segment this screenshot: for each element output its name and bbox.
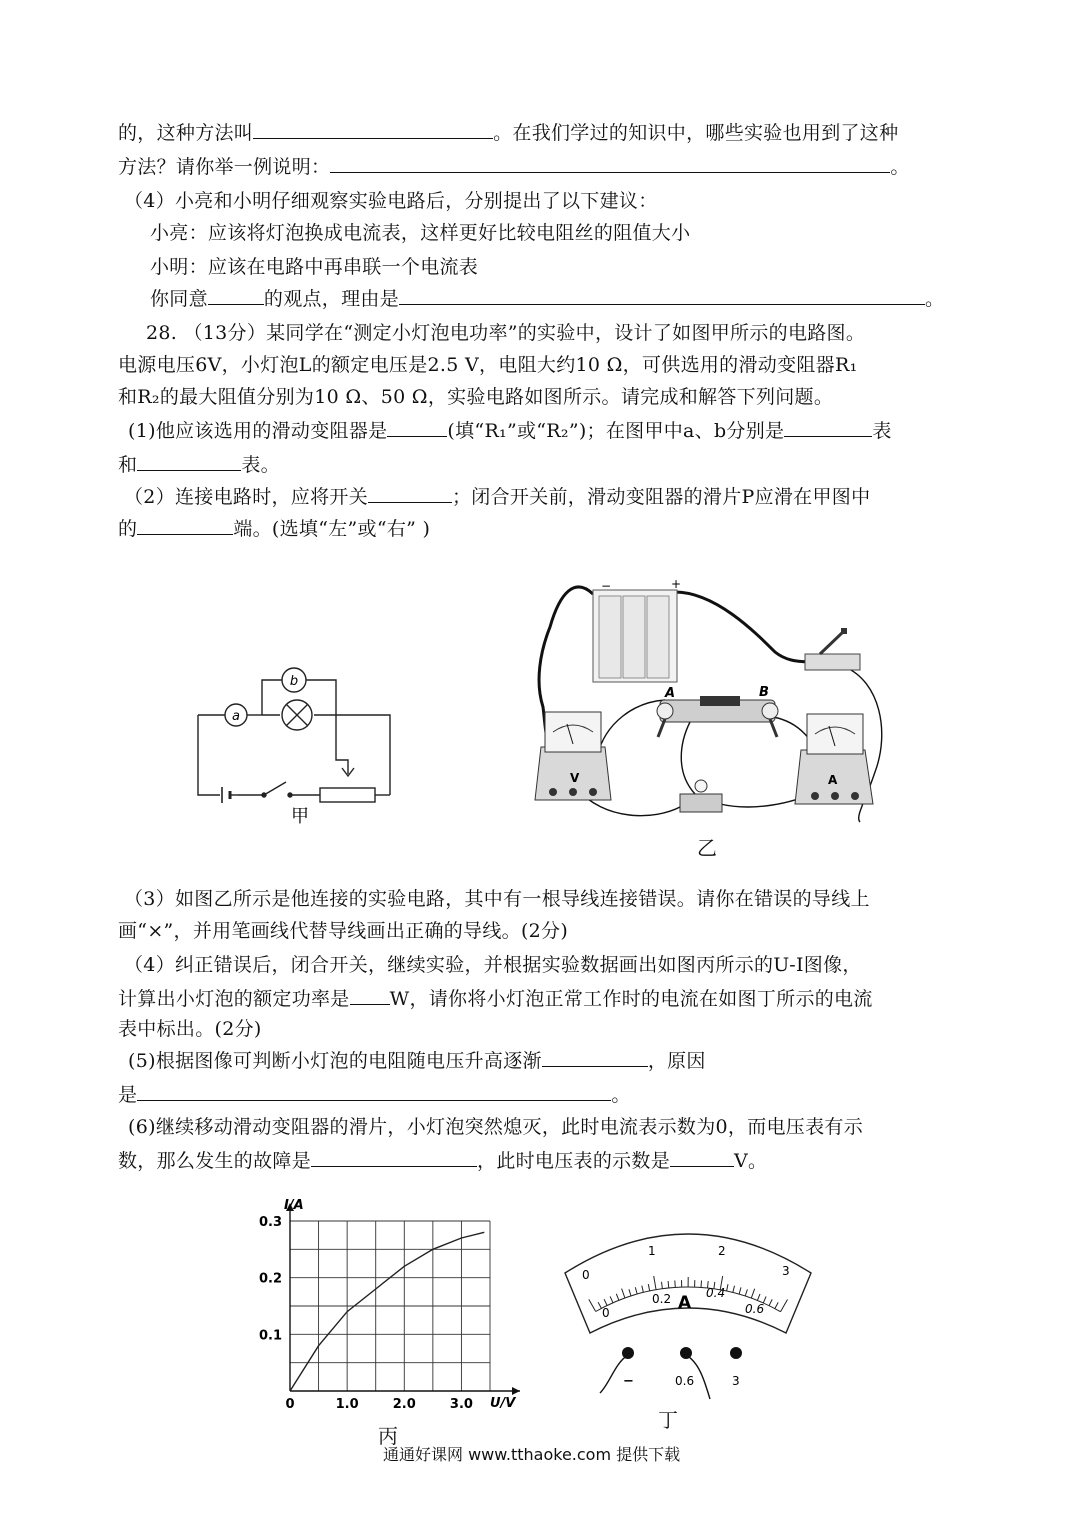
part-5-line-1: (5)根据图像可判断小灯泡的电阻随电压升高逐渐 ，原因 [128,1050,706,1072]
terminal-06[interactable] [680,1347,692,1359]
answer-blank-meter-a[interactable] [784,418,872,437]
answer-blank-voltage[interactable] [670,1148,734,1167]
dial-top-1: 1 [648,1244,656,1258]
x-tick-label: 2.0 [392,1397,416,1412]
answer-blank-agree[interactable] [208,286,264,305]
part-6-line-1: (6)继续移动滑动变阻器的滑片，小灯泡突然熄灭，此时电流表示数为0，而电压表有示 [128,1116,864,1138]
terminal-label-negative: − [623,1374,634,1389]
dial-bottom-06: 0.6 [745,1302,765,1316]
question-28-line-3: 和R₂的最大阻值分别为10 Ω、50 Ω，实验电路如图所示。请完成和解答下列问题。 [118,386,834,408]
chart-ticks [259,1215,473,1412]
dial-bottom-04: 0.4 [706,1286,726,1300]
x-tick-label: 0 [285,1397,295,1412]
x-tick-label: 1.0 [335,1397,359,1412]
chart-x-axis-label: U/V [490,1396,516,1411]
part-4-line-2: 计算出小灯泡的额定功率是 W，请你将小灯泡正常工作时的电流在如图丁所示的电流 [118,988,873,1010]
figure-bing-ui-chart [250,1195,540,1420]
answer-blank-rheostat[interactable] [387,418,447,437]
battery-symbol [222,787,238,803]
chart-grid [290,1221,490,1391]
figure-ding-caption: 丁 [658,1408,678,1432]
text-line-6: 你同意 的观点，理由是 。 [150,288,945,310]
chart-series-line [290,1232,484,1391]
wire-rheostat-to-voltmeter [597,700,665,757]
switch-symbol [262,782,292,797]
dial-unit-a: A [678,1293,692,1313]
dial-top-3: 3 [782,1264,790,1278]
rheostat [657,685,778,737]
terminal-3[interactable] [730,1347,742,1359]
dial-top-0: 0 [582,1268,590,1282]
part-3-line-2: 画“×”，并用笔画线代替导线画出正确的导线。(2分) [118,920,569,942]
y-tick-label: 0.1 [258,1328,282,1344]
figure-bing-caption: 丙 [378,1424,398,1448]
dial-tick [701,1281,702,1288]
answer-blank-resistance-trend[interactable] [542,1048,648,1067]
answer-blank-slider-end[interactable] [137,516,233,535]
dial-tick [668,1281,669,1288]
text-line-1: 的，这种方法叫 。在我们学过的知识中，哪些实验也用到了这种 [118,122,899,144]
answer-blank-method[interactable] [253,120,493,139]
answer-blank-power[interactable] [350,986,390,1005]
voltmeter [535,712,611,800]
part-2-line-2: 的 端。(选填“左”或“右” ) [118,518,431,540]
lamp-holder [680,780,722,812]
text-line-5: 小明：应该在电路中再串联一个电流表 [150,256,479,278]
text-line-2: 方法？请你举一例说明： 。 [118,156,910,178]
x-axis-arrow [512,1387,520,1395]
answer-blank-fault[interactable] [311,1148,477,1167]
answer-blank-reason-2[interactable] [137,1082,611,1101]
part-5-line-2: 是 。 [118,1084,631,1106]
battery-pack [593,577,681,682]
figure-jia-circuit [190,650,420,825]
knife-switch [805,628,860,670]
dial-tick [675,1281,676,1288]
question-28-line-2: 电源电压6V，小灯泡L的额定电压是2.5 V，电阻大约10 Ω，可供选用的滑动变阻器R₁ [118,354,858,376]
answer-blank-meter-b[interactable] [137,452,241,471]
text-line-3: （4）小亮和小明仔细观察实验电路后，分别提出了以下建议： [124,190,658,212]
x-tick-label: 3.0 [449,1397,473,1412]
figure-yi-caption-label: 乙 [697,836,717,860]
voltmeter-letter: V [570,771,580,785]
meter-a-letter: a [232,709,240,724]
rheostat-symbol [320,788,375,802]
question-28-line-1: 28. （13分）某同学在“测定小灯泡电功率”的实验中，设计了如图甲所示的电路图。 [146,322,866,344]
part-1-line-2: 和 表。 [118,454,280,476]
answer-blank-reason[interactable] [399,286,925,305]
answer-blank-switch[interactable] [368,484,452,503]
y-tick-label: 0.3 [258,1215,282,1230]
wire-battery-pos-to-switch [675,592,815,662]
part-4-line-1: （4）纠正错误后，闭合开关，继续实验，并根据实验数据画出如图丙所示的U-I图像， [124,954,862,976]
part-2-line-1: （2）连接电路时，应将开关 ；闭合开关前，滑动变阻器的滑片P应滑在甲图中 [124,486,871,508]
figure-ding-ammeter-dial [560,1213,816,1413]
part-6-line-2: 数，那么发生的故障是 ，此时电压表的示数是 V。 [118,1150,768,1172]
rheostat-terminal-a: A [665,686,676,701]
chart-axes [286,1203,520,1395]
dial-bottom-0: 0 [602,1306,610,1320]
rheostat-slider-wire [336,715,348,774]
battery-plus-label: + [671,577,682,591]
answer-blank-example[interactable] [330,154,890,173]
wire-left [198,715,220,795]
wire-branch-left [262,680,282,715]
text-line-4: 小亮：应该将灯泡换成电流表，这样更好比较电阻丝的阻值大小 [150,222,691,244]
wire-lamp-to-right [314,715,390,795]
part-1-line-1: (1)他应该选用的滑动变阻器是 (填“R₁”或“R₂”)；在图甲中a、b分别是 表 [128,420,892,442]
terminal-negative[interactable] [622,1347,634,1359]
dial-bottom-02: 0.2 [652,1292,672,1306]
part-3-line-1: （3）如图乙所示是他连接的实验电路，其中有一根导线连接错误。请你在错误的导线上 [124,888,870,910]
ammeter [795,714,873,804]
ammeter-letter: A [828,773,838,787]
rheostat-terminal-b: B [759,685,769,700]
y-tick-label: 0.2 [258,1271,282,1287]
dial-top-2: 2 [718,1244,726,1258]
chart-y-axis-label: I/A [284,1198,304,1213]
battery-minus-label: − [601,579,612,593]
figure-jia-caption: 甲 [291,806,309,825]
meter-b-letter: b [289,674,299,689]
terminal-label-3: 3 [732,1374,740,1388]
terminal-label-06: 0.6 [675,1374,695,1388]
lamp-symbol [282,700,312,730]
figure-yi-physical-circuit [515,572,895,834]
wire-lamp-to-rheostat [681,722,695,794]
page-footer: 通通好课网 www.tthaoke.com 提供下载 [383,1445,681,1464]
part-4-line-3: 表中标出。(2分) [118,1018,262,1040]
